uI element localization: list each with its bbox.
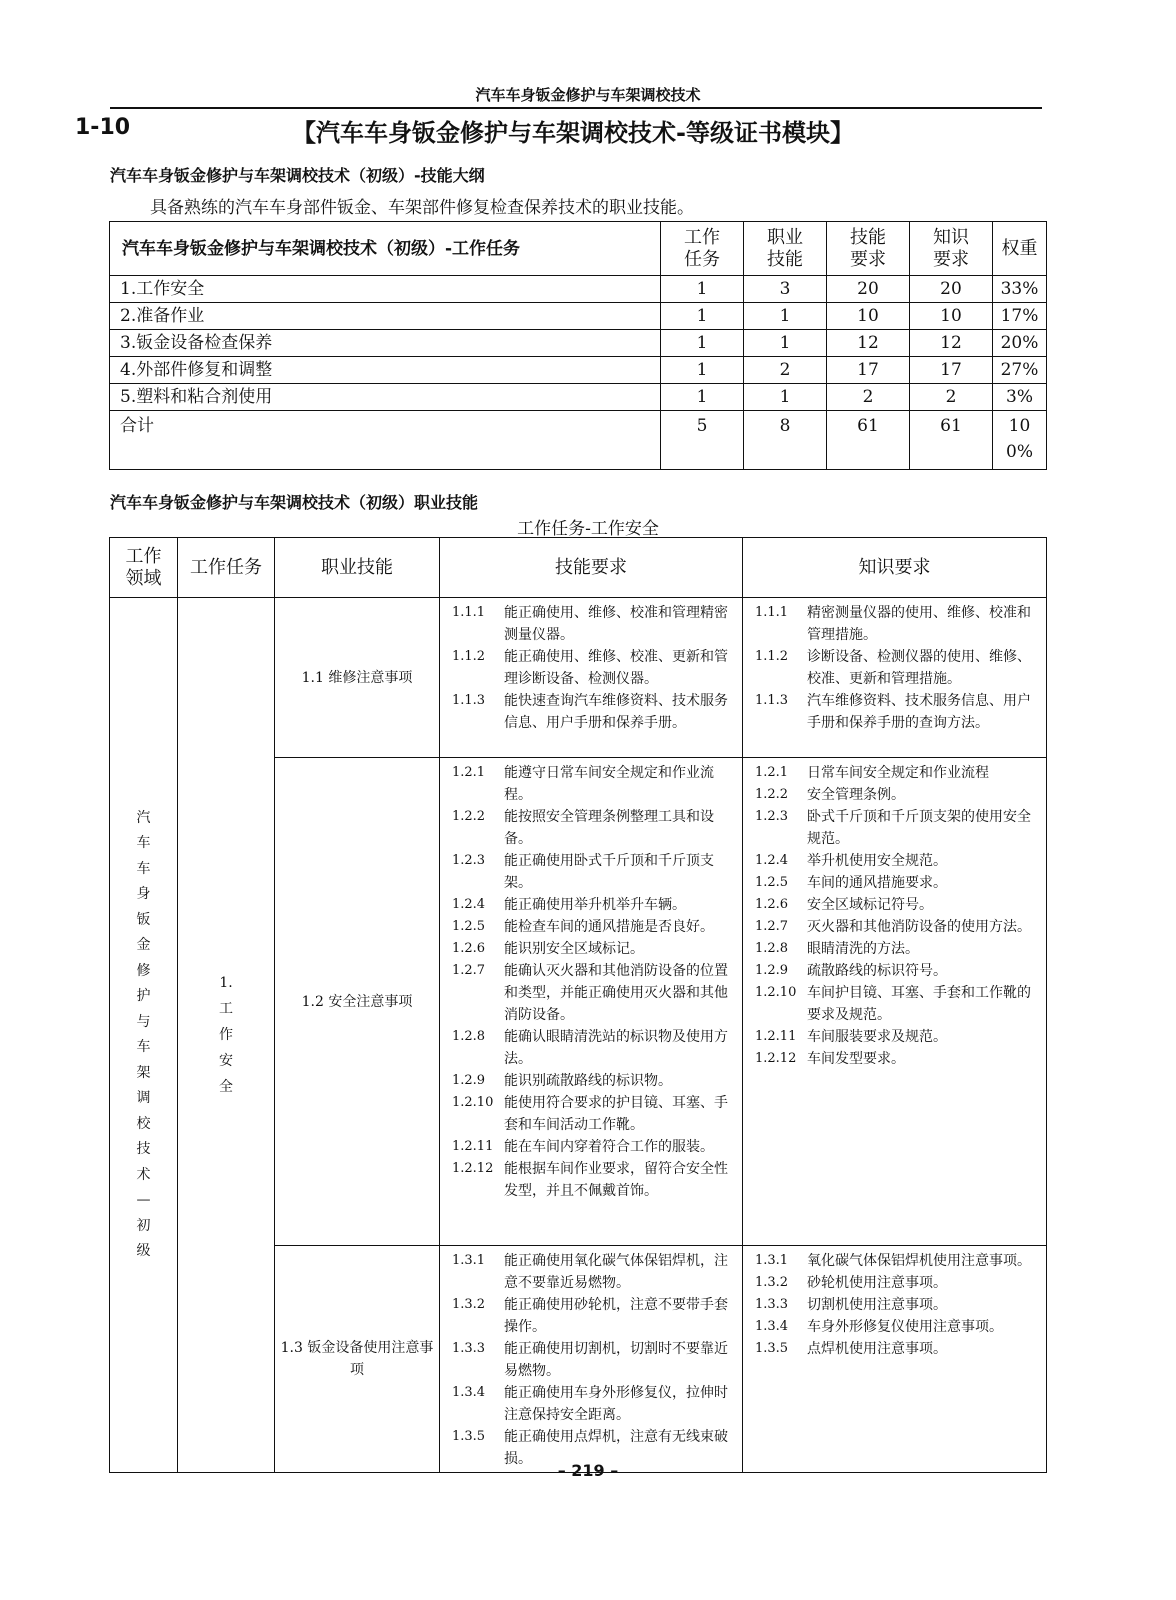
module-title: 【汽车车身钣金修护与车架调校技术-等级证书模块】 [292,119,854,147]
item-number: 1.3.2 [755,1275,789,1290]
summary-cell-task: 5.塑料和粘合剂使用 [110,384,661,411]
summary-cell-value: 27% [993,357,1047,384]
item-number: 1.2.7 [755,919,789,934]
skill-requirement-item [452,1092,734,1136]
summary-table [109,221,1047,470]
summary-cell-value: 3 [744,276,827,303]
item-number: 1.2.7 [452,963,486,978]
item-text: 灭火器和其他消防设备的使用方法。 [807,919,1031,935]
item-number: 1.1.2 [755,649,789,664]
knowledge-requirements-cell [743,598,1047,758]
summary-cell-value: 20% [993,330,1047,357]
skill-requirement-item [452,1382,734,1426]
item-number: 1.2.9 [452,1073,486,1088]
summary-cell-value: 1 [661,330,744,357]
skill-requirement-item [452,1070,734,1092]
summary-total-label: 合计 [110,411,661,470]
skill-requirements-cell [440,598,743,758]
skills-header-knowledge: 知识要求 [743,538,1047,598]
header-rule [110,107,1042,109]
knowledge-requirement-item [755,872,1038,894]
item-number: 1.2.10 [755,985,797,1000]
work-domain-text: 汽车车身钣金修护与车架调校技术—初级 [136,809,151,1259]
item-text: 能正确使用卧式千斤顶和千斤顶支架。 [504,853,714,891]
item-text: 切割机使用注意事项。 [807,1297,947,1313]
knowledge-requirement-item [755,1048,1038,1070]
item-text: 安全管理条例。 [807,787,905,803]
page-number: – 219 – [557,1461,619,1480]
summary-cell-value: 20 [827,276,910,303]
skills-header-row [110,538,1047,598]
item-number: 1.2.12 [755,1051,797,1066]
skill-requirement-item [452,690,734,734]
item-text: 能正确使用、维修、校准、更新和管理诊断设备、检测仪器。 [504,649,728,687]
item-number: 1.3.5 [755,1341,789,1356]
skill-requirement-item [452,938,734,960]
vocational-skill-cell: 1.2 安全注意事项 [275,758,440,1246]
summary-header-skills: 职业技能 [744,222,827,276]
summary-cell-value: 17 [827,357,910,384]
item-text: 卧式千斤顶和千斤顶支架的使用安全规范。 [807,809,1031,847]
item-text: 能按照安全管理条例整理工具和设备。 [504,809,714,847]
summary-cell-value: 12 [827,330,910,357]
item-text: 能正确使用举升机举升车辆。 [504,897,686,913]
running-header: 汽车车身钣金修护与车架调校技术 [475,86,701,104]
syllabus-title: 汽车车身钣金修护与车架调校技术（初级）-技能大纲 [110,166,485,185]
summary-cell-task: 1.工作安全 [110,276,661,303]
item-number: 1.2.2 [452,809,486,824]
item-text: 诊断设备、检测仪器的使用、维修、校准、更新和管理措施。 [807,649,1031,687]
item-text: 车身外形修复仪使用注意事项。 [807,1319,1003,1335]
knowledge-requirement-item [755,602,1038,646]
summary-cell-value: 1 [661,276,744,303]
item-text: 能快速查询汽车维修资料、技术服务信息、用户手册和保养手册。 [504,693,728,731]
summary-cell-value: 1 [744,330,827,357]
item-number: 1.1.2 [452,649,486,664]
item-text: 能正确使用氧化碳气体保铝焊机，注意不要靠近易燃物。 [504,1253,728,1291]
item-text: 日常车间安全规定和作业流程 [807,765,989,781]
item-text: 眼睛清洗的方法。 [807,941,919,957]
item-text: 能正确使用、维修、校准和管理精密测量仪器。 [504,605,728,643]
item-number: 1.2.10 [452,1095,494,1110]
knowledge-requirement-item [755,1250,1038,1272]
item-number: 1.2.8 [452,1029,486,1044]
item-number: 1.2.1 [452,765,486,780]
knowledge-requirement-item [755,1272,1038,1294]
summary-cell-value: 3% [993,384,1047,411]
skill-requirements-cell [440,1246,743,1473]
item-text: 能识别疏散路线的标识物。 [504,1073,672,1089]
skill-requirements-cell [440,758,743,1246]
knowledge-requirement-item [755,806,1038,850]
skills-header-requirements: 技能要求 [440,538,743,598]
summary-cell-value: 12 [910,330,993,357]
item-number: 1.2.11 [452,1139,494,1154]
summary-cell-value: 1 [744,384,827,411]
knowledge-requirement-item [755,1316,1038,1338]
skills-row [110,598,1047,758]
item-number: 1.2.5 [452,919,486,934]
skill-requirement-item [452,960,734,1026]
skills-section-subtitle: 工作任务-工作安全 [517,519,659,539]
item-text: 能正确使用砂轮机，注意不要带手套操作。 [504,1297,728,1335]
knowledge-requirement-item [755,1294,1038,1316]
item-text: 车间护目镜、耳塞、手套和工作靴的要求及规范。 [807,985,1031,1023]
skill-requirement-item [452,850,734,894]
skill-requirement-item [452,1158,734,1202]
item-text: 能在车间内穿着符合工作的服装。 [504,1139,714,1155]
item-text: 能正确使用点焊机，注意有无线束破损。 [504,1429,728,1467]
item-text: 车间发型要求。 [807,1051,905,1067]
summary-cell-task: 2.准备作业 [110,303,661,330]
summary-cell-value: 33% [993,276,1047,303]
knowledge-requirement-item [755,916,1038,938]
summary-cell-task: 4.外部件修复和调整 [110,357,661,384]
item-text: 车间服装要求及规范。 [807,1029,947,1045]
summary-cell-value: 2 [827,384,910,411]
summary-cell-value: 1 [661,357,744,384]
item-number: 1.3.1 [755,1253,789,1268]
summary-total-value: 8 [744,411,827,470]
item-text: 疏散路线的标识符号。 [807,963,947,979]
summary-row [110,384,1047,411]
skills-section-title: 汽车车身钣金修护与车架调校技术（初级）职业技能 [110,493,479,512]
summary-cell-value: 10 [910,303,993,330]
skill-requirement-item [452,646,734,690]
item-number: 1.3.4 [755,1319,789,1334]
skills-header-task: 工作任务 [178,538,275,598]
item-number: 1.2.3 [452,853,486,868]
summary-total-value: 100% [993,411,1047,470]
skill-requirement-item [452,894,734,916]
item-number: 1.2.8 [755,941,789,956]
item-number: 1.1.1 [452,605,486,620]
summary-header-knowledge-reqs: 知识要求 [910,222,993,276]
item-text: 能识别安全区域标记。 [504,941,644,957]
knowledge-requirement-item [755,784,1038,806]
summary-header-skill-reqs: 技能要求 [827,222,910,276]
item-text: 点焊机使用注意事项。 [807,1341,947,1357]
skill-requirement-item [452,762,734,806]
item-text: 能使用符合要求的护目镜、耳塞、手套和车间活动工作靴。 [504,1095,728,1133]
skill-requirement-item [452,1294,734,1338]
item-number: 1.2.6 [755,897,789,912]
item-number: 1.3.4 [452,1385,486,1400]
skills-header-domain: 工作领域 [110,538,178,598]
skill-requirement-item [452,916,734,938]
item-number: 1.2.3 [755,809,789,824]
item-text: 能确认眼睛清洗站的标识物及使用方法。 [504,1029,728,1067]
knowledge-requirement-item [755,960,1038,982]
item-number: 1.2.4 [755,853,789,868]
item-number: 1.2.2 [755,787,789,802]
summary-row [110,357,1047,384]
item-text: 车间的通风措施要求。 [807,875,947,891]
item-number: 1.2.12 [452,1161,494,1176]
knowledge-requirement-item [755,646,1038,690]
knowledge-requirement-item [755,938,1038,960]
summary-cell-task: 3.钣金设备检查保养 [110,330,661,357]
item-number: 1.3.3 [452,1341,486,1356]
vocational-skill-cell: 1.1 维修注意事项 [275,598,440,758]
skill-requirement-item [452,806,734,850]
summary-cell-value: 10 [827,303,910,330]
summary-cell-value: 1 [744,303,827,330]
item-number: 1.2.5 [755,875,789,890]
summary-row [110,330,1047,357]
item-text: 能正确使用切割机，切割时不要靠近易燃物。 [504,1341,728,1379]
summary-header-weight: 权重 [993,222,1047,276]
syllabus-intro: 具备熟练的汽车车身部件钣金、车架部件修复检查保养技术的职业技能。 [150,198,694,218]
summary-total-value: 61 [910,411,993,470]
knowledge-requirement-item [755,982,1038,1026]
item-text: 氧化碳气体保铝焊机使用注意事项。 [807,1253,1031,1269]
item-number: 1.3.2 [452,1297,486,1312]
summary-total-value: 61 [827,411,910,470]
summary-row [110,276,1047,303]
summary-header-work-tasks: 工作任务 [661,222,744,276]
item-number: 1.2.1 [755,765,789,780]
item-number: 1.1.3 [755,693,789,708]
item-text: 精密测量仪器的使用、维修、校准和管理措施。 [807,605,1031,643]
knowledge-requirement-item [755,1026,1038,1048]
knowledge-requirements-cell [743,758,1047,1246]
item-text: 能根据车间作业要求，留符合安全性发型，并且不佩戴首饰。 [504,1161,728,1199]
item-number: 1.1.3 [452,693,486,708]
knowledge-requirements-cell [743,1246,1047,1473]
summary-cell-value: 17% [993,303,1047,330]
knowledge-requirement-item [755,850,1038,872]
skill-requirement-item [452,1026,734,1070]
item-text: 安全区域标记符号。 [807,897,933,913]
summary-header-row [110,222,1047,276]
skills-header-skill: 职业技能 [275,538,440,598]
summary-row [110,303,1047,330]
item-number: 1.2.9 [755,963,789,978]
vocational-skill-cell: 1.3 钣金设备使用注意事项 [275,1246,440,1473]
item-text: 能遵守日常车间安全规定和作业流程。 [504,765,714,803]
work-task-cell [178,598,275,1473]
summary-header-task: 汽车车身钣金修护与车架调校技术（初级）-工作任务 [110,222,661,276]
knowledge-requirement-item [755,1338,1038,1360]
summary-cell-value: 2 [910,384,993,411]
item-text: 举升机使用安全规范。 [807,853,947,869]
knowledge-requirement-item [755,762,1038,784]
item-number: 1.1.1 [755,605,789,620]
item-text: 汽车维修资料、技术服务信息、用户手册和保养手册的查询方法。 [807,693,1031,731]
item-number: 1.2.4 [452,897,486,912]
summary-cell-value: 2 [744,357,827,384]
skill-requirement-item [452,1338,734,1382]
item-text: 能检查车间的通风措施是否良好。 [504,919,714,935]
summary-cell-value: 20 [910,276,993,303]
work-domain-cell [110,598,178,1473]
summary-total-row [110,411,1047,470]
item-number: 1.2.11 [755,1029,797,1044]
knowledge-requirement-item [755,894,1038,916]
item-text: 能正确使用车身外形修复仪，拉伸时注意保持安全距离。 [504,1385,728,1423]
summary-cell-value: 1 [661,384,744,411]
item-number: 1.3.1 [452,1253,486,1268]
skills-table [109,537,1047,1473]
skill-requirement-item [452,1250,734,1294]
item-text: 砂轮机使用注意事项。 [807,1275,947,1291]
item-number: 1.3.5 [452,1429,486,1444]
summary-cell-value: 1 [661,303,744,330]
summary-cell-value: 17 [910,357,993,384]
summary-total-value: 5 [661,411,744,470]
item-text: 能确认灭火器和其他消防设备的位置和类型，并能正确使用灭火器和其他消防设备。 [504,963,728,1023]
item-number: 1.2.6 [452,941,486,956]
module-number: 1-10 [75,115,131,140]
work-task-text: 1.工作安全 [219,975,233,1095]
knowledge-requirement-item [755,690,1038,734]
item-number: 1.3.3 [755,1297,789,1312]
skill-requirement-item [452,602,734,646]
skill-requirement-item [452,1136,734,1158]
